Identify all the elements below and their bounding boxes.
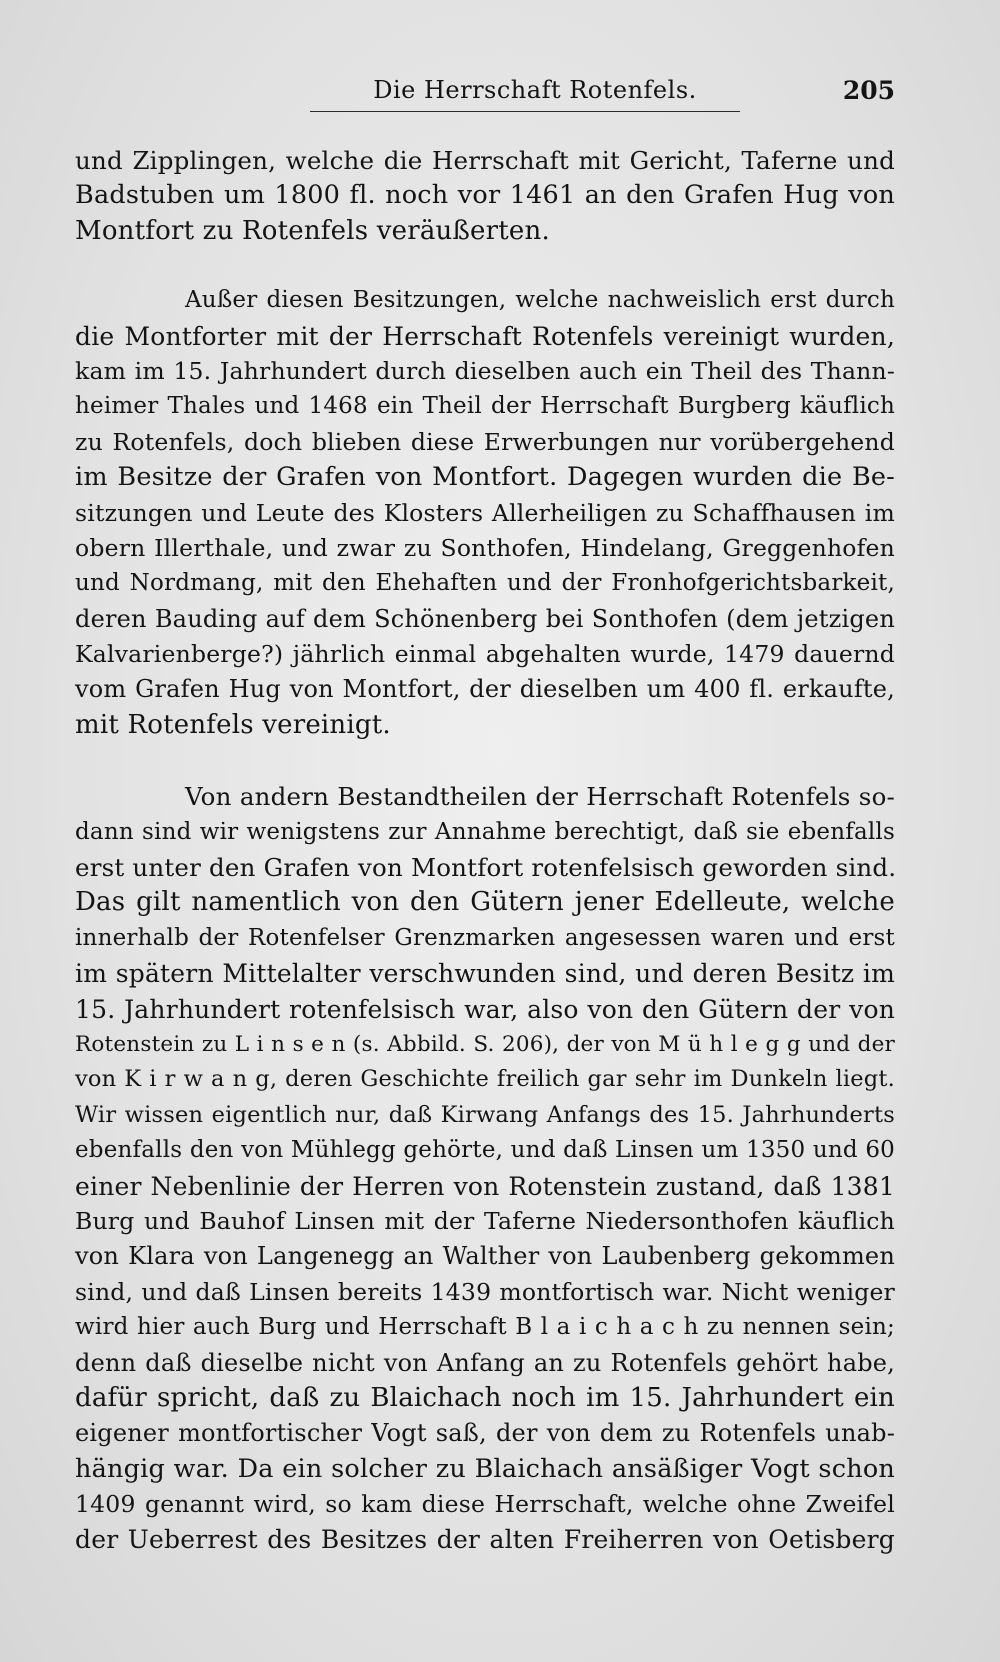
text-line: 15. Jahrhundert rotenfelsisch war, also von den Gütern der von xyxy=(75,994,895,1024)
text-line: Kalvarienberge?) jährlich einmal abgehalten wurde, 1479 dauernd xyxy=(75,640,895,669)
text-line: obern Illerthale, und zwar zu Sonthofen, Hindelang, Greggenhofen xyxy=(75,533,895,562)
text-line: Von andern Bestandtheilen der Herrschaft Rotenfels so- xyxy=(185,782,895,812)
paragraph-3 xyxy=(75,779,895,1558)
text-line: erst unter den Grafen von Montfort rotenfelsisch geworden sind. xyxy=(75,853,897,883)
text-line: Burg und Bauhof Linsen mit der Taferne Niedersonthofen käuflich xyxy=(75,1206,895,1235)
text-line: kam im 15. Jahrhundert durch dieselben auch ein Theil des Thann- xyxy=(75,356,895,385)
paragraph-1 xyxy=(75,143,895,249)
text-line: 1409 genannt wird, so kam diese Herrschaft, welche ohne Zweifel xyxy=(75,1490,895,1519)
running-head-title: Die Herrschaft Rotenfels. xyxy=(373,76,697,104)
text-line: von K i r w a n g, deren Geschichte freilich gar sehr im Dunkeln liegt. xyxy=(75,1066,895,1093)
text-line: denn daß dieselbe nicht von Anfang an zu Rotenfels gehört habe, xyxy=(75,1348,895,1377)
text-line: ebenfalls den von Mühlegg gehörte, und daß Linsen um 1350 und 60 xyxy=(75,1137,895,1164)
paragraph-2 xyxy=(75,283,895,743)
text-line: Montfort zu Rotenfels veräußerten. xyxy=(75,215,550,246)
text-line: heimer Thales und 1468 ein Theil der Herrschaft Burgberg käuflich xyxy=(75,393,895,420)
text-line: einer Nebenlinie der Herren von Rotenstein zustand, daß 1381 xyxy=(75,1171,895,1201)
text-line: dann sind wir wenigstens zur Annahme berechtigt, daß sie ebenfalls xyxy=(75,818,895,845)
text-line: Rotenstein zu L i n s e n (s. Abbild. S. 206), der von M ü h l e g g und der xyxy=(75,1031,895,1057)
text-line: dafür spricht, daß zu Blaichach noch im 15. Jahrhundert ein xyxy=(75,1382,895,1413)
text-line: und Zipplingen, welche die Herrschaft mit Gericht, Taferne und xyxy=(75,146,895,175)
running-head-rule xyxy=(310,111,740,112)
paragraph-gap xyxy=(75,743,895,779)
text-line: mit Rotenfels vereinigt. xyxy=(75,709,391,740)
text-line: die Montforter mit der Herrschaft Rotenfels vereinigt wurden, xyxy=(75,321,895,351)
text-line: sitzungen und Leute des Klosters Allerheiligen zu Schaffhausen im xyxy=(75,498,895,527)
paragraph-gap xyxy=(75,249,895,283)
text-line: zu Rotenfels, doch blieben diese Erwerbungen nur vorübergehend xyxy=(75,427,895,456)
running-head xyxy=(75,76,895,116)
text-line: sind, und daß Linsen bereits 1439 montfortisch war. Nicht weniger xyxy=(75,1277,895,1306)
page-body xyxy=(75,143,895,1558)
text-line: Badstuben um 1800 fl. noch vor 1461 an den Grafen Hug von xyxy=(75,180,895,211)
text-line: eigener montfortischer Vogt saß, der von dem zu Rotenfels unab- xyxy=(75,1419,895,1448)
text-line: wird hier auch Burg und Herrschaft B l a i c h a c h zu nennen sein; xyxy=(75,1314,895,1341)
text-line: von Klara von Langenegg an Walther von Laubenberg gekommen xyxy=(75,1242,895,1271)
text-line: vom Grafen Hug von Montfort, der dieselben um 400 fl. erkaufte, xyxy=(75,675,895,704)
text-line: im spätern Mittelalter verschwunden sind, und deren Besitz im xyxy=(75,959,895,989)
text-line: Wir wissen eigentlich nur, daß Kirwang Anfangs des 15. Jahrhunderts xyxy=(75,1101,895,1128)
text-line: im Besitze der Grafen von Montfort. Dagegen wurden die Be- xyxy=(75,462,895,493)
text-line: der Ueberrest des Besitzes der alten Freiherren von Oetisberg xyxy=(75,1525,895,1555)
text-line: deren Bauding auf dem Schönenberg bei Sonthofen (dem jetzigen xyxy=(75,604,895,633)
text-line: Außer diesen Besitzungen, welche nachweislich erst durch xyxy=(185,287,895,314)
text-line: innerhalb der Rotenfelser Grenzmarken angesessen waren und erst xyxy=(75,924,895,951)
text-line: hängig war. Da ein solcher zu Blaichach ansäßiger Vogt schon xyxy=(75,1453,895,1484)
page-number: 205 xyxy=(842,76,895,105)
text-line: und Nordmang, mit den Ehehaften und der Fronhofgerichtsbarkeit, xyxy=(75,570,895,597)
text-line: Das gilt namentlich von den Gütern jener Edelleute, welche xyxy=(75,887,895,918)
